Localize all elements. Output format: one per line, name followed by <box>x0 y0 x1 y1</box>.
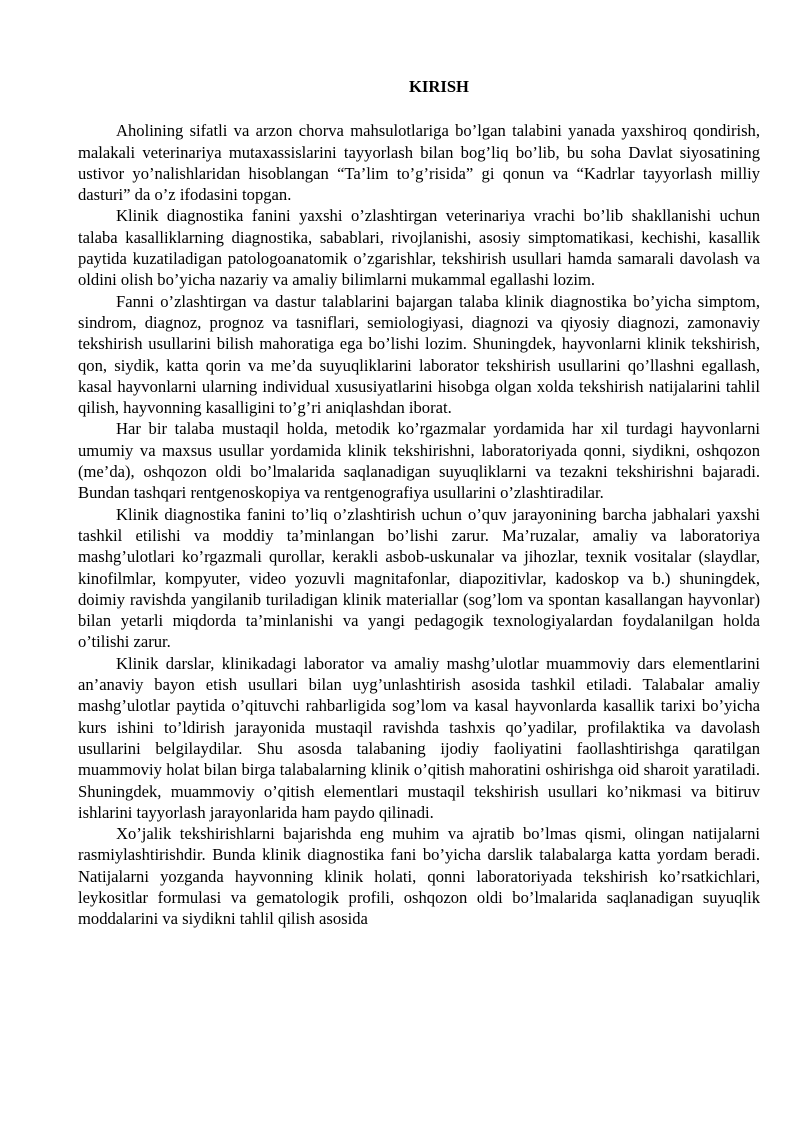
paragraph-2: Klinik diagnostika fanini yaxshi o’zlashtirgan veterinariya vrachi bo’lib shakllanishi uchun talaba kasalliklarning diagnostika, sabablari, rivojlanishi, asosiy simptomatikasi, kechishi, kasallik paytida kuzatiladigan patologoanatomik o’zgarishlar, tekshirish usullari hamda samarali davolash va oldini olish bo’yicha nazariy va amaliy bilimlarni mukammal egallashi lozim. <box>78 206 760 290</box>
paragraph-3: Fanni o’zlashtirgan va dastur talablarini bajargan talaba klinik diagnostika bo’yicha simptom, sindrom, diagnoz, prognoz va tasniflari, semiologiyasi, diagnozi va qiyosiy diagnozi, zamonaviy tekshirish usullarini bilish mahoratiga ega bo’lishi lozim. Shuningdek, hayvonlarni klinik tekshirish, qon, siydik, katta qorin va me’da suyuqliklarini laborator tekshirish usullarini qo’llashni egallash, kasal hayvonlarni ularning individual xususiyatlarini hisobga olgan xolda tekshirish natijalarini tahlil qilish, hayvonning kasalligini to’g’ri aniqlashdan iborat. <box>78 291 760 418</box>
paragraph-4: Har bir talaba mustaqil holda, metodik ko’rgazmalar yordamida har xil turdagi hayvonlarni umumiy va maxsus usullar yordamida klinik tekshirishni, laboratoriyada qonni, siydikni, oshqozon (me’da), oshqozon oldi bo’lmalarida saqlanadigan suyuqliklarni va tezakni tekshirishni bajaradi. Bundan tashqari rentgenoskopiya va rentgenografiya usullarini o’zlashtiradilar. <box>78 419 760 503</box>
page-title: KIRISH <box>409 77 469 96</box>
paragraph-6: Klinik darslar, klinikadagi laborator va amaliy mashg’ulotlar muammoviy dars elementlarini an’anaviy bayon etish usullari bilan uyg’unlashtirish asosida tashkil etiladi. Talabalar amaliy mashg’ulotlar paytida o’qituvchi rahbarligida sog’lom va kasal hayvonlarda kasallik tarixi bo’yicha kurs ishini to’ldirish jarayonida mustaqil ravishda tashxis qo’yadilar, profilaktika va davolash usullarini belgilaydilar. Shu asosda talabaning ijodiy faoliyatini faollashtirishga qaratilgan muammoviy holat bilan birga talabalarning klinik o’qitish mahoratini oshirishga oid sharoit yaratiladi. Shuningdek, muammoviy o’qitish elementlari mustaqil tekshirish usullari ko’nikmasi va bitiruv ishlarini tayyorlash jarayonlarida ham paydo qilinadi. <box>78 653 760 822</box>
paragraph-7: Xo’jalik tekshirishlarni bajarishda eng muhim va ajratib bo’lmas qismi, olingan natijalarni rasmiylashtirishdir. Bunda klinik diagnostika fani bo’yicha darslik talabalarga katta yordam beradi. Natijalarni yozganda hayvonning klinik holati, qonni laboratoriyada tekshirish ko’rsatkichlari, leykositlar formulasi va gematologik profili, oshqozon oldi bo’lmalarida saqlanadigan suyuqlik moddalarini va siydikni tahlil qilish asosida <box>78 824 760 929</box>
paragraph-5: Klinik diagnostika fanini to’liq o’zlashtirish uchun o’quv jarayonining barcha jabhalari yaxshi tashkil etilishi va moddiy ta’minlangan bo’lishi zarur. Ma’ruzalar, amaliy va laboratoriya mashg’ulotlari ko’rgazmali qurollar, kerakli asbob-uskunalar va jihozlar, texnik vositalar (slaydlar, kinofilmlar, kompyuter, video yozuvli magnitafonlar, diapozitivlar, kadoskop va b.) shuningdek, doimiy ravishda yangilanib turiladigan klinik materiallar (sog’lom va spontan kasallangan hayvonlar) bilan yetarli miqdorda ta’minlanishi va yangi pedagogik texnologiyalardan foydalanilgan holda o’tilishi zarur. <box>78 504 760 652</box>
document-page <box>78 76 760 930</box>
paragraph-1: Aholining sifatli va arzon chorva mahsulotlariga bo’lgan talabini yanada yaxshiroq qondirish, malakali veterinariya mutaxassislarini tayyorlash bilan bog’liq bo’lib, bu soha Davlat siyosatining ustivor yo’nalishlaridan hisoblangan “Ta’lim to’g’risida” gi qonun va “Kadrlar tayyorlash milliy dasturi” da o’z ifodasini topgan. <box>78 121 760 205</box>
